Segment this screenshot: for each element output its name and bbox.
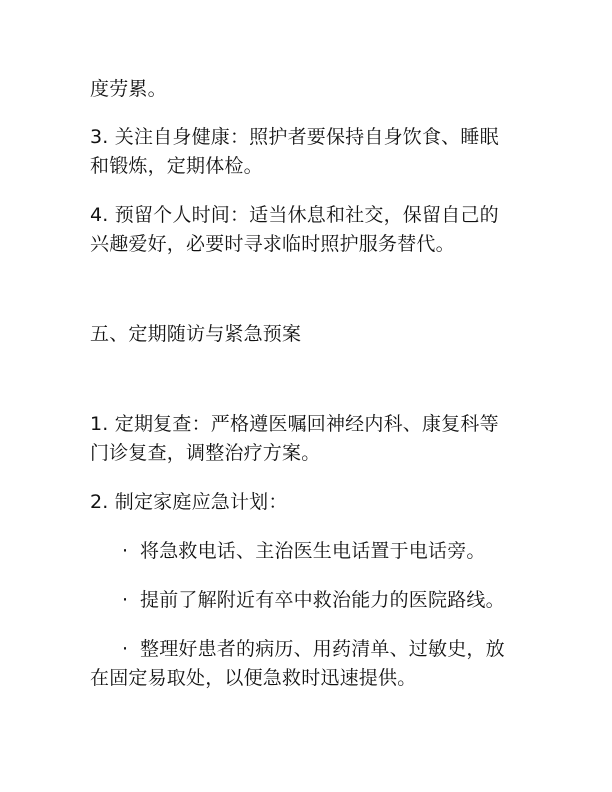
list-item-personal-time-line2: 兴趣爱好，必要时寻求临时照护服务替代。 xyxy=(90,233,455,255)
bullet-text: 将急救电话、主治医生电话置于电话旁。 xyxy=(140,540,486,562)
section-heading-followup: 五、定期随访与紧急预案 xyxy=(90,323,302,345)
bullet-item-hospital-route xyxy=(122,588,562,612)
list-item-recheck-line2: 门诊复查，调整治疗方案。 xyxy=(90,442,321,464)
bullet-dot-icon: · xyxy=(122,589,129,611)
list-item-emergency-plan: 2. 制定家庭应急计划： xyxy=(90,491,288,513)
bullet-text: 整理好患者的病历、用药清单、过敏史，放 xyxy=(140,638,505,660)
bullet-item-phone xyxy=(122,539,562,563)
bullet-dot-icon: · xyxy=(122,540,129,562)
bullet-text: 提前了解附近有卒中救治能力的医院路线。 xyxy=(140,589,505,611)
list-item-recheck-line1: 1. 定期复查：严格遵医嘱回神经内科、康复科等 xyxy=(90,413,499,435)
list-item-self-health-line1: 3. 关注自身健康：照护者要保持自身饮食、睡眠 xyxy=(90,126,499,148)
list-item-self-health-line2: 和锻炼，定期体检。 xyxy=(90,155,263,177)
bullet-item-records-line2: 在固定易取处，以便急救时迅速提供。 xyxy=(90,667,417,689)
bullet-dot-icon: · xyxy=(122,638,129,660)
list-item-personal-time-line1: 4. 预留个人时间：适当休息和社交，保留自己的 xyxy=(90,204,499,226)
text-line-fatigue-end: 度劳累。 xyxy=(90,78,167,100)
bullet-item-records xyxy=(122,637,562,661)
